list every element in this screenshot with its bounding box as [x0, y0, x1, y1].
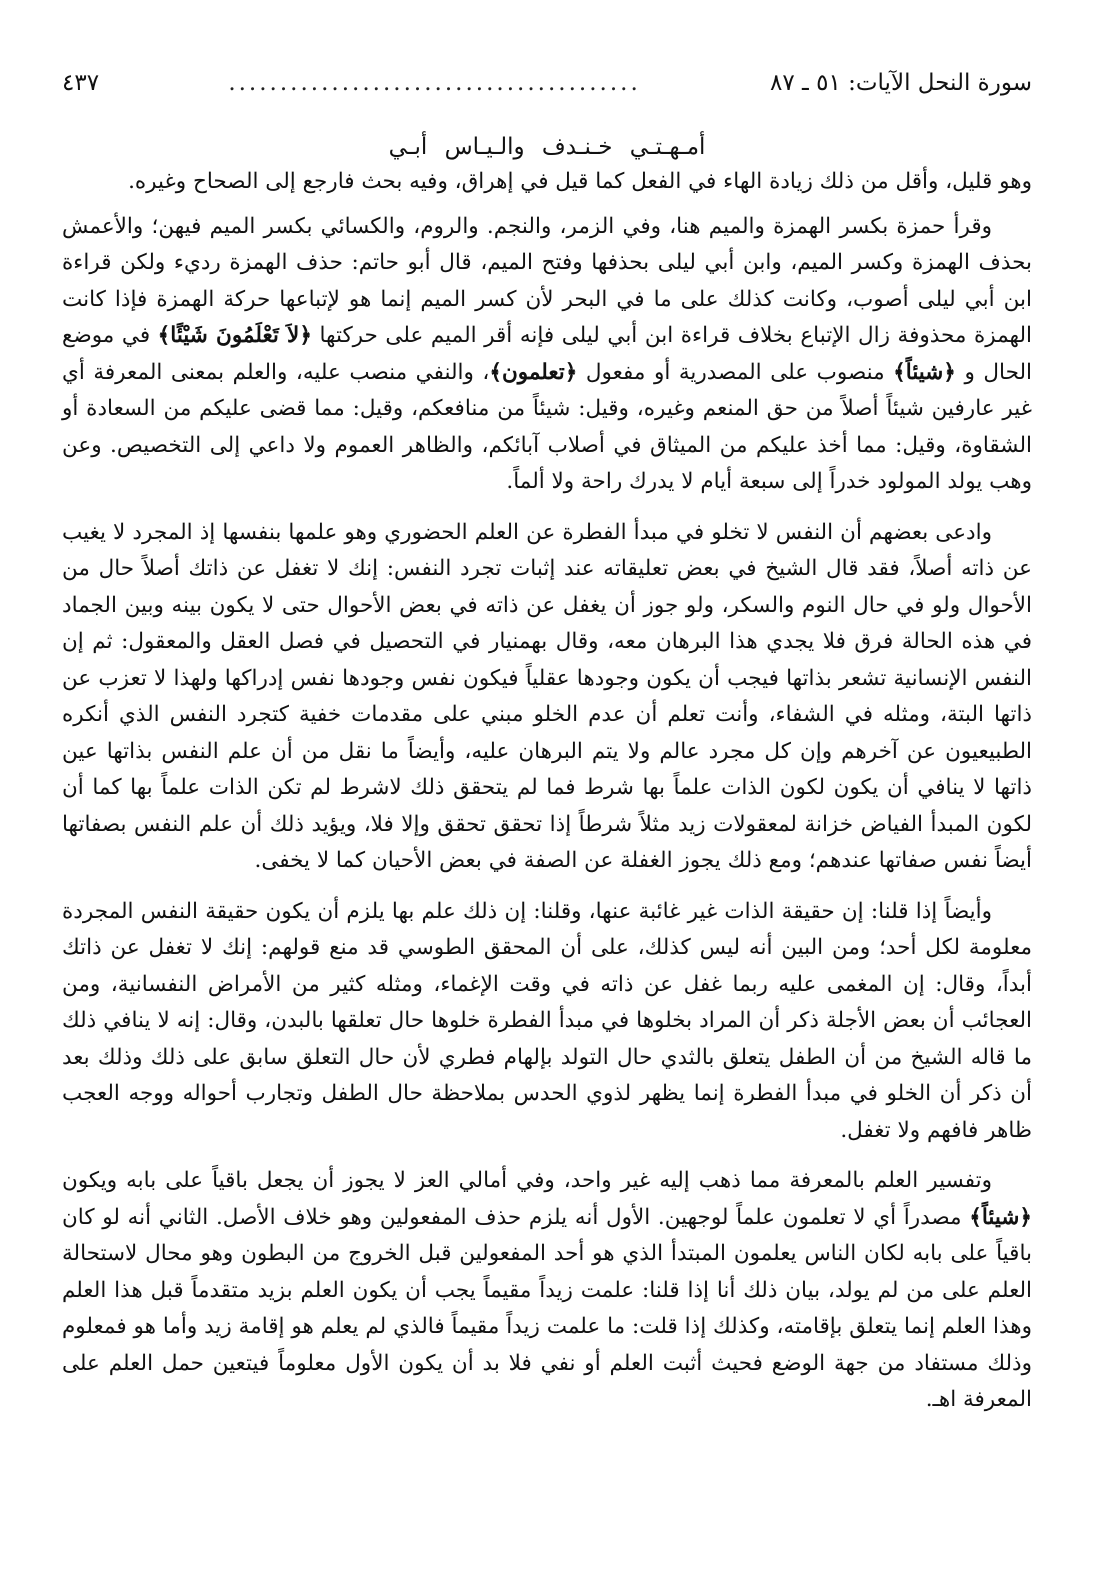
paragraph-3 [62, 515, 1032, 880]
page-number: ٤٣٧ [62, 70, 100, 96]
running-header [62, 70, 1032, 110]
surah-header-title: سورة النحل الآيات: ٥١ ـ ٨٧ [770, 70, 1032, 96]
text-segment: منصوب على المصدرية أو مفعول [577, 359, 894, 385]
text-segment: مصدراً أي لا تعلمون علماً لوجهين. الأول أنه يلزم حذف المفعولين وهو خلاف الأصل. الثاني أنه لو كان باقياً على بابه لكان الناس يعلمون المبتدأ الذي هو أحد المفعولين قبل الخروج من البطون وهو محال لاستحالة العلم على من لم يولد، بيان ذلك أنا إذا قلنا: علمت زيداً مقيماً يجب أن يكون العلم بزيد متقدماً قبل هذا العلم وهذا العلم إنما يتعلق بإقامته، وكذلك إذا قلت: ما علمت زيداً مقيماً فالذي لم يعلم هو إقامة زيد وأما هو فمعلوم وذلك مستفاد من جهة الوضع فحيث أثبت العلم أو نفي فلا بد أن يكون الأول معلوماً فيتعين حمل العلم على المعرفة اهـ. [62, 1204, 1032, 1412]
text-segment: وادعى بعضهم أن النفس لا تخلو في مبدأ الفطرة عن العلم الحضوري وهو علمها بنفسها إذ المجرد لا يغيب عن ذاته أصلاً، فقد قال الشيخ في بعض تعليقاته عند إثبات تجرد النفس: إنك لا تغفل عن ذاتك أصلاً حال من الأحوال ولو في حال النوم والسكر، ولو جوز أن يغفل عن ذاته في بعض الأحوال حتى لا يكون بينه وبين الجماد في هذه الحالة فرق فلا يجدي هذا البرهان معه، وقال بهمنيار في التحصيل في فصل العقل والمعقول: ثم إن النفس الإنسانية تشعر بذاتها فيجب أن يكون وجودها عقلياً فيكون نفس وجودها نفس إدراكها ولهذا لا تعزب عن ذاتها البتة، ومثله في الشفاء، وأنت تعلم أن عدم الخلو مبني على مقدمات خفية كتجرد النفس الذي أنكره الطبيعيون عن آخرهم وإن كل مجرد عالم ولا يتم البرهان عليه، وأيضاً ما نقل من أن علم النفس بذاتها عين ذاتها لا ينافي أن يكون لكون الذات علماً بها شرط فما لم يتحقق ذلك لاشرط لم تكن الذات علماً بها كما أن لكون المبدأ الفياض خزانة لمعقولات زيد مثلاً شرطاً إذا تحقق تحقق وإلا فلا، ويؤيد ذلك أن علم النفس بصفاتها أيضاً نفس صفاتها عندهم؛ ومع ذلك يجوز الغفلة عن الصفة في بعض الأحيان كما لا يخفى. [62, 519, 1032, 873]
quran-quote: ﴿شيئاً﴾ [969, 1204, 1032, 1230]
paragraph-2 [62, 209, 1032, 501]
text-segment: وتفسير العلم بالمعرفة مما ذهب إليه غير واحد، وفي أمالي العز لا يجوز أن يجعل باقياً على بابه ويكون [62, 1168, 992, 1193]
quran-quote: ﴿لاَ تَعْلَمُونَ شَيْئًا﴾ [157, 323, 312, 348]
book-page [62, 70, 1032, 1419]
paragraph-5 [62, 1163, 1032, 1419]
header-leader-dots: ........................................ [228, 70, 641, 96]
quran-quote: ﴿تعلمون﴾ [489, 359, 578, 385]
text-segment: وأيضاً إذا قلنا: إن حقيقة الذات غير غائبة عنها، وقلنا: إن ذلك علم بها يلزم أن يكون حقيقة النفس المجردة معلومة لكل أحد؛ ومن البين أنه ليس كذلك، على أن المحقق الطوسي قد منع قولهم: إنك لا تغفل عن ذاتك أبداً، وقال: إن المغمى عليه ربما غفل عن ذاته في وقت الإغماء، ومثله كثير من الأمراض النفسانية، ومن العجائب أن بعض الأجلة ذكر أن المراد بخلوها في مبدأ الفطرة خلوها حال تعلقها بالبدن، وقال: إنه لا ينافي ذلك ما قاله الشيخ من أن الطفل يتعلق بالثدي حال التولد بإلهام فطري لأن حال التعلق سابق على ذلك وذلك بعد أن ذكر أن الخلو في مبدأ الفطرة إنما يظهر لذوي الحدس بملاحظة حال الطفل وتجارب أحواله ووجه العجب ظاهر فافهم ولا تغفل. [62, 898, 1032, 1143]
text-segment: في موضع الحال و [62, 323, 1032, 385]
paragraph-1 [62, 164, 1032, 201]
poetry-verse-line: أمـهـتـي خـنـدف والـيـاس أبـي [388, 134, 706, 160]
quran-quote: ﴿شيئاً﴾ [893, 359, 956, 385]
text-segment: وقرأ حمزة بكسر الهمزة والميم هنا، وفي الزمر، والنجم. والروم، والكسائي بكسر الميم فيهن؛ والأعمش بحذف الهمزة وكسر الميم، وابن أبي ليلى بحذفها وفتح الميم، قال أبو حاتم: حذف الهمزة رديء ولكن قراءة ابن أبي ليلى أصوب، وكانت كذلك على ما في البحر لأن كسر الميم إنما هو لإتباعها حركة الهمزة فإذا كانت الهمزة محذوفة زال الإتباع بخلاف قراءة ابن أبي ليلى فإنه أقر الميم على حركتها [62, 213, 1032, 348]
text-segment: ، والنفي منصب عليه، والعلم بمعنى المعرفة أي غير عارفين شيئاً أصلاً من حق المنعم وغيره، وقيل: شيئاً من منافعكم، وقيل: مما قضى عليكم من السعادة أو الشقاوة، وقيل: مما أخذ عليكم من الميثاق في أصلاب آبائكم، والظاهر العموم ولا داعي إلى التخصيص. وعن وهب يولد المولود خدراً إلى سبعة أيام لا يدرك راحة ولا ألماً. [62, 359, 1032, 494]
paragraph-4 [62, 894, 1032, 1150]
text-segment: وهو قليل، وأقل من ذلك زيادة الهاء في الفعل كما قيل في إهراق، وفيه بحث فارجع إلى الصحاح وغيره. [128, 169, 1032, 194]
